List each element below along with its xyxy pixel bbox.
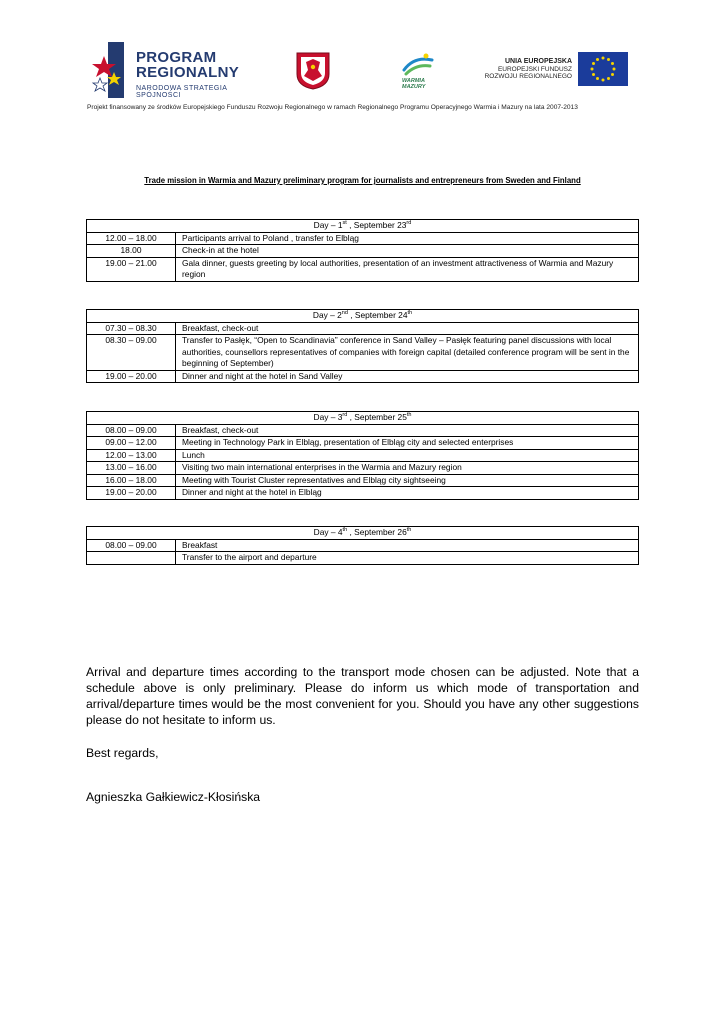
warmia-logo-line1: WARMIA (402, 78, 425, 84)
eu-flag-icon (578, 52, 628, 86)
eu-label-line2: EUROPEJSKI FUNDUSZ (497, 65, 572, 73)
program-stars-icon (90, 42, 126, 98)
time-cell: 16.00 – 18.00 (87, 474, 176, 487)
activity-cell: Dinner and night at the hotel in Elbląg (176, 487, 639, 500)
time-cell: 07.30 – 08.30 (87, 322, 176, 335)
table-row (87, 335, 639, 371)
time-cell: 12.00 – 18.00 (87, 232, 176, 245)
activity-cell: Participants arrival to Poland , transfer to Elbląg (176, 232, 639, 245)
time-cell: 08.00 – 09.00 (87, 424, 176, 437)
day-prefix: Day – 4 (313, 527, 343, 537)
activity-cell: Visiting two main international enterprises in the Warmia and Mazury region (176, 462, 639, 475)
day-date: , September 24 (347, 310, 408, 320)
program-regionalny-logo (90, 42, 270, 98)
activity-cell: Dinner and night at the hotel in Sand Valley (176, 370, 639, 383)
time-cell: 12.00 – 13.00 (87, 449, 176, 462)
table-row (87, 474, 639, 487)
day-ordinal: st (342, 220, 347, 227)
closing-paragraph: Arrival and departure times according to the transport mode chosen can be adjusted. Note that a schedule above is only preliminary. Please do inform us which mode of transportation and arrival/departure times would be the most convenient for you. Should you have any other suggestions please do not hesitate to inform us. (86, 665, 639, 727)
day-heading (87, 310, 639, 323)
schedule-table-day-1 (86, 219, 639, 282)
day-prefix: Day – 3 (313, 412, 343, 422)
table-header-row (87, 310, 639, 323)
day-heading (87, 412, 639, 425)
activity-cell: Breakfast, check-out (176, 322, 639, 335)
warmia-logo-line2: MAZURY (402, 84, 426, 90)
activity-cell: Gala dinner, guests greeting by local authorities, presentation of an investment attractiveness of Warmia and Mazury region (176, 257, 639, 281)
activity-cell: Meeting with Tourist Cluster representatives and Elbląg city sightseeing (176, 474, 639, 487)
time-cell: 19.00 – 20.00 (87, 487, 176, 500)
day-date: , September 25 (347, 412, 407, 422)
table-row (87, 232, 639, 245)
day-date: , September 26 (347, 527, 407, 537)
table-row (87, 552, 639, 565)
table-row (87, 370, 639, 383)
table-row (87, 437, 639, 450)
program-subtitle: NARODOWA STRATEGIA SPÓJNOŚCI (136, 85, 228, 99)
day-prefix: Day – 1 (313, 220, 343, 230)
program-title-line2: REGIONALNY (136, 64, 240, 81)
day-date-suffix: th (406, 527, 412, 534)
day-ordinal: nd (341, 310, 348, 317)
activity-cell: Lunch (176, 449, 639, 462)
time-cell (87, 552, 176, 565)
activity-cell: Transfer to Pasłęk, “Open to Scandinavia” conference in Sand Valley – Pasłęk featuring panel discussions with local authorities, counsellors representatives of companies with foreign capital (detailed conference program will be sent in the beginning of September) (176, 335, 639, 371)
activity-cell: Breakfast (176, 539, 639, 552)
time-cell: 19.00 – 21.00 (87, 257, 176, 281)
day-heading (87, 527, 639, 540)
time-cell: 19.00 – 20.00 (87, 370, 176, 383)
eu-label-line1: UNIA EUROPEJSKA (504, 58, 572, 65)
warmia-swoosh-icon (400, 52, 436, 78)
day-date-suffix: th (406, 412, 412, 419)
table-row (87, 539, 639, 552)
activity-cell: Breakfast, check-out (176, 424, 639, 437)
schedule-table-day-3 (86, 411, 639, 500)
table-row (87, 449, 639, 462)
day-date-suffix: rd (406, 220, 412, 227)
day-prefix: Day – 2 (312, 310, 342, 320)
time-cell: 08.30 – 09.00 (87, 335, 176, 371)
time-cell: 13.00 – 16.00 (87, 462, 176, 475)
activity-cell: Meeting in Technology Park in Elbląg, presentation of Elbląg city and selected enterprises (176, 437, 639, 450)
table-header-row (87, 220, 639, 233)
activity-cell: Check-in at the hotel (176, 245, 639, 258)
time-cell: 18.00 (87, 245, 176, 258)
schedule-table-day-4 (86, 526, 639, 565)
warmia-logo-text (402, 78, 425, 90)
time-cell: 08.00 – 09.00 (87, 539, 176, 552)
day-heading (87, 220, 639, 233)
day-ordinal: rd (342, 412, 348, 419)
day-ordinal: th (342, 527, 348, 534)
schedule-table-day-2 (86, 309, 639, 383)
document-title: Trade mission in Warmia and Mazury preliminary program for journalists and entrepreneurs from Sweden and Finland (144, 176, 581, 185)
time-cell: 09.00 – 12.00 (87, 437, 176, 450)
table-header-row (87, 527, 639, 540)
table-row (87, 322, 639, 335)
eu-fund-label (470, 58, 572, 81)
eu-label-line3: ROZWOJU REGIONALNEGO (484, 73, 572, 80)
day-date: , September 23 (346, 220, 407, 230)
table-row (87, 462, 639, 475)
warmia-mazury-logo (400, 52, 436, 94)
program-title-line1: PROGRAM (136, 49, 217, 66)
table-row (87, 487, 639, 500)
table-row (87, 424, 639, 437)
regards-text: Best regards, (86, 746, 159, 760)
funding-note: Projekt finansowany ze środków Europejskiego Funduszu Rozwoju Regionalnego w ramach Regionalnego Programu Operacyjnego Warmia i Mazury na lata 2007-2013 (87, 104, 578, 111)
voivodeship-crest-icon (296, 52, 330, 90)
table-row (87, 257, 639, 281)
program-title (136, 50, 239, 80)
day-date-suffix: th (407, 310, 413, 317)
table-row (87, 245, 639, 258)
signature-name: Agnieszka Gałkiewicz-Kłosińska (86, 790, 261, 804)
table-header-row (87, 412, 639, 425)
activity-cell: Transfer to the airport and departure (176, 552, 639, 565)
